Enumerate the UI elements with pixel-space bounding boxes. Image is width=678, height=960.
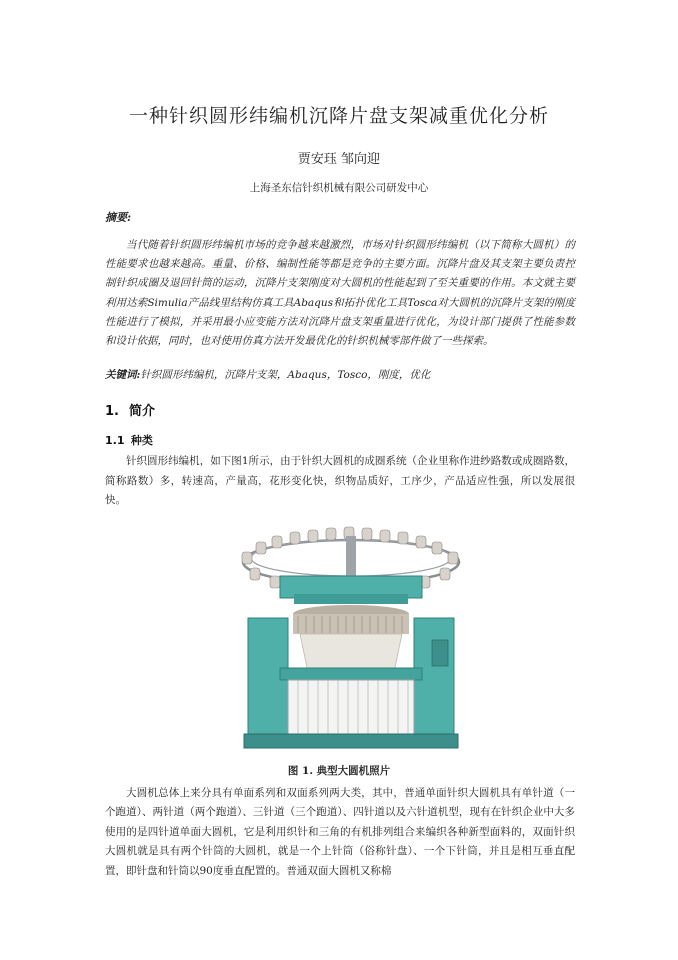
paper-authors: 贾安珏 邹向迎 [297,152,381,167]
keywords-text: 针织圆形纬编机，沉降片支架，Abaqus，Tosco，刚度，优化 [140,369,431,381]
body-paragraph-1: 针织圆形纬编机，如下图1所示，由于针织大圆机的成圈系统（企业里称作进纱路数或成圈路数，简称路数）多，转速高，产量高，花形变化快，织物品质好，工序少，产品适应性强，所以发展很快。 [105,455,575,507]
fabric-tube [300,634,402,672]
figure-caption: 图 1. 典型大圆机照片 [287,765,391,777]
section-number: 1. [105,404,119,419]
subsection-number: 1.1 [105,434,125,447]
control-panel [432,640,448,666]
needle-cylinder [293,614,409,634]
safety-guard [288,680,414,734]
keywords [105,367,575,382]
section-title: 简介 [129,404,156,419]
abstract-text: 当代随着针织圆形纬编机市场的竞争越来越激烈，市场对针织圆形纬编机（以下简称大圆机）的性能要求也越来越高。重量、价格、编制性能等都是竞争的主要方面。沉降片盘及其支架主要负责控制针织成圈及退回针筒的运动，沉降片支架刚度对大圆机的性能起到了至关重要的作用。本文就主要利用达索Simulia产品线里结构仿真工具Abaqus和拓扑优化工具Tosca对大圆机的沉降片支架的刚度性能进行了模拟，并采用最小应变能方法对沉降片盘支架重量进行优化，为设计部门提供了性能参数和设计依据，同时，也对使用仿真方法开发最优化的针织机械零部件做了一些探索。 [105,239,575,348]
knitting-machine-illustration [236,522,466,754]
paper-title: 一种针织圆形纬编机沉降片盘支架减重优化分析 [128,105,549,127]
machine-table [280,668,422,680]
abstract-label: 摘要: [105,211,132,224]
subsection-title: 种类 [130,434,153,447]
keywords-label: 关键词: [105,369,141,381]
section-heading-intro [105,400,155,419]
body-paragraph-2: 大圆机总体上来分具有单面系列和双面系列两大类，其中，普通单面针织大圆机具有单针道（一个跑道）、两针道（两个跑道）、三针道（三个跑道）、四针道以及六针道机型，现有在针织企业中大多使用的是四针道单面大圆机，它是利用织针和三角的有机排列组合来编织各种新型面料的，双面针织大圆机就是具有两个针筒的大圆机，就是一个上针筒（俗称针盘）、一个下针筒，并且是相互垂直配置，即针盘和针筒以90度垂直配置的。普通双面大圆机又称棉 [105,787,575,877]
paper-affiliation: 上海圣东信针织机械有限公司研发中心 [249,182,429,194]
figure-knitting-machine-photo [236,522,466,754]
top-frame-lower [294,594,408,604]
machine-base [244,734,458,748]
subsection-heading-types [105,432,153,448]
